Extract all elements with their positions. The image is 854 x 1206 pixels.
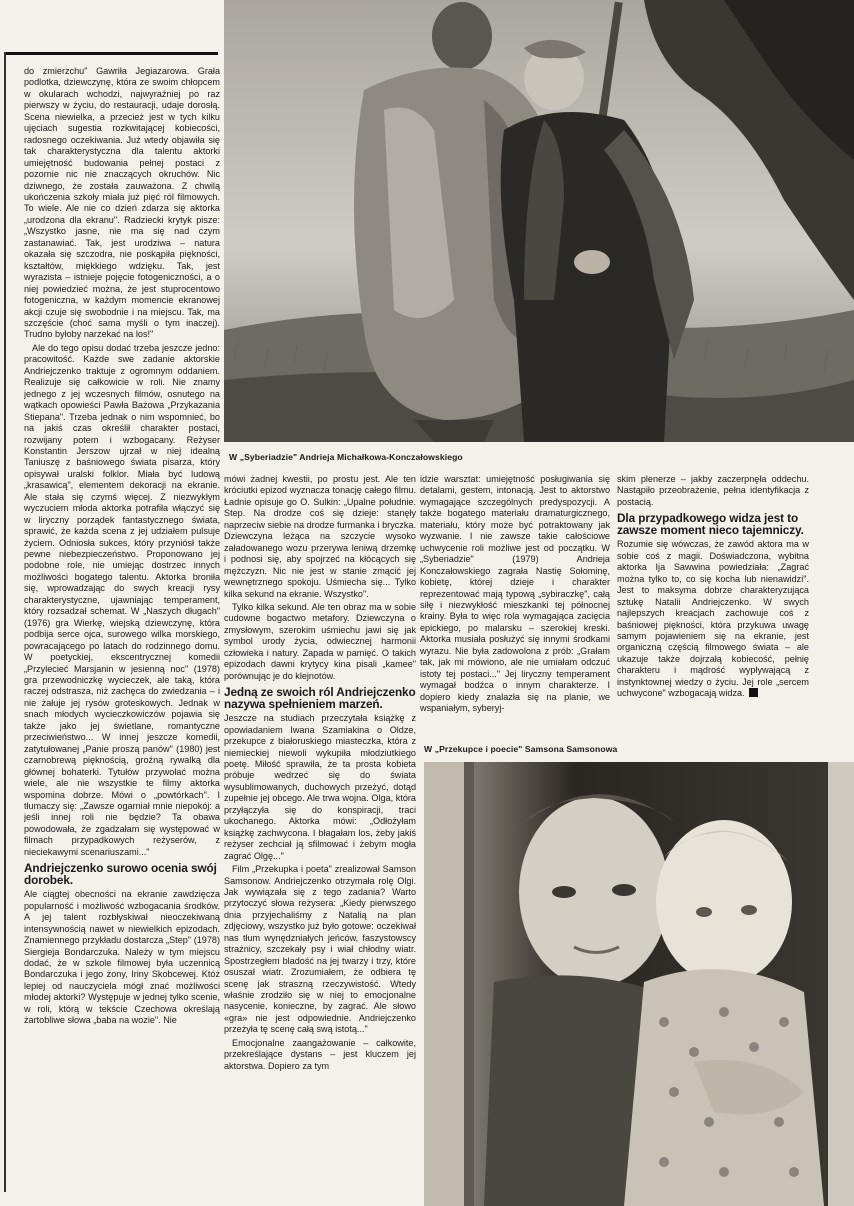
przekupka-photo-illustration [424, 762, 854, 1206]
syberiada-photo-illustration [224, 0, 854, 442]
column2-subheading: Jedną ze swoich ról Andriejczenko nazywa spełnieniem marzeń. [224, 685, 416, 711]
przekupka-caption: W „Przekupce i poecie" Samsona Samsonowa [424, 744, 618, 754]
end-of-article-square-icon [749, 688, 758, 697]
column4-paragraph-2 [617, 539, 809, 699]
column2-paragraph-4: Film „Przekupka i poeta" zrealizował Samson Samsonow. Andriejczenko otrzymała rolę Olgi. Jak wywiązała się z tego zadania? Warto przytoczyć słowa reżysera: „Kiedy pierwszego dnia przyjechaliśmy z Natalią na plan zdjęciowy, wszystko już było gotowe: oczekiwał nas tłum wynędzniałych jeńców, faszystowscy strażnicy, szczekały psy i wiał chłodny wiatr. Spostrzegłem bladość na jej twarzy i trzy, które osuszał wiatr. Zrozumiałem, że odbiera tę scenę jak straszną rzeczywistość. Wtedy właśnie zrodziło się w niej to emocjonalne nasycenie, konieczne, by zagrać. Ale słowo «gra» nie jest odpowiednie. Andriejczenko przeżyła tę scenę całą swą istotą..." [224, 864, 416, 1035]
przekupka-photo [424, 762, 854, 1206]
column1-paragraph-3: Ale ciągtej obecności na ekranie zawdzięcza popularność i możliwość wzbogacania środków. A jej talent rozbłyskiwał nieoczekiwaną intensywnością nawet w niewielkich epizodach. Znamiennego przykładu dostarcza „Step" (1978) Siergieja Bondarczuka. Należy w tym miejscu dodać, że w szkole filmowej była uczennicą Bondarczuka i jego żony, Iriny Skobcewej. Któż lepiej od nauczyciela mógł znać możliwości młodej aktorki? Występuje w jednej tylko scenie, w roli, którą w tekście Czechowa określają żartobliwe słowa „baba na wozie". Nie [24, 889, 220, 1026]
column4-paragraph-2-text: Rozumie się wówczas, że zawód aktora ma w sobie coś z magii. Doświadczona, wybitna aktorka Ija Sawwina powiedziała: „Zagrać można tylko to, co się kocha lub nienawidzi". Jest to maksyma dobrze charakteryzująca sztukę Natalii Andriejczenko. W swych najlepszych kreacjach zachowuje coś z baśniowej piękności, która przykuwa uwagę samym pojawieniem się na ekranie, jest organiczną częścią filmowego świata – ale ukazuje także dojrzałą kobiecość, pełnię charakteru i mądrość wypływającą z instynktownej wiedzy o życiu. Jej role „sercem uchwycone" wzbogacają widza. [617, 539, 809, 699]
column1-subheading: Andriejczenko surowo ocenia swój dorobek. [24, 861, 217, 887]
column2-paragraph-3: Jeszcze na studiach przeczytała książkę z opowiadaniem Iwana Szamiakina o Oldze, przekupce z białoruskiego miasteczka, która z niemieckiej niewoli wykupiła młodziutkiego poetę. Miłość sprawiła, że ta prosta kobieta próbuje wedrzeć się do świata wysublimowanych, duchowych przeżyć, dotąd zupełnie jej obcego. Ale trwa wojna. Olga, która przyłączyła się do konspiracji, traci ukochanego. Aktorka mówi: „Odłożyłam książkę zachwycona. I błagałam los, żeby jakiś reżyser zechciał ją sfilmować i żebym mogła zagrać Olgę..." [224, 713, 416, 861]
column2-paragraph-1: mówi żadnej kwestii, po prostu jest. Ale ten króciutki epizod wyznacza tonację całego filmu. Ładnie opisuje go O. Sulkin: „Upalne południe. Step. Na drodze coś się dzieje: stanęły naprzeciw siebie na drodze furmanka i bryczka. Dziewczyna leżąca na szczycie wysoko załadowanego wozu przerywa leniwą drzemkę i podnosi się, aby spojrzeć na kłócących się mężczyzn. Nic nie jest w stanie zmącić jej wewnętrznego spokoju. Uśmiecha się... Tylko kilka sekund na ekranie. Wszystko". [224, 474, 416, 599]
column1-paragraph-1: do zmierzchu" Gawriła Jegiazarowa. Grała podlotka, dziewczynę, która ze swoim chłopcem w okularach wchodzi, najwyraźniej po raz pierwszy w życiu, do restauracji, udaje dorosłą. Scena niewielka, a przecież jest w tych kilku ujęciach sugestia rozkwitającej kobiecości, radosnego oczekiwania. Już wtedy objawiła się tak charakterystyczna dla talentu aktorki umiejętność budowania pełnej postaci z pozornie nic nie znaczących okruchów. Nic dziwnego, że została zauważona. Z chwilą ukończenia szkoły miała już pięć ról filmowych. To wiele. Ale nie co dzień zdarza się aktorka „urodzona dla ekranu". Radziecki krytyk pisze: „Wszystko jasne, nie ma się nad czym zastanawiać. Tak, jest urodziwa – natura okazała się szczodra, nie poskąpiła piękności, kształtów, miękkiego wdzięku. Tak, jest wyrazista – istnieje pojęcie fotogeniczności, a o niej powiedzieć można, że jest stuprocentowo fotogeniczna, w każdym momencie ekranowej akcji czuje się swobodnie i na miejscu. Tak, ma szczęście (choć sama myśli o tym inaczej). Trudno byłoby narzekać na los!" [24, 66, 220, 340]
syberiada-photo [224, 0, 854, 442]
top-rule [4, 52, 218, 55]
column3-paragraph-1: idzie warsztat: umiejętność posługiwania się detalami, gestem, intonacją. Jest to aktorstwo wymagające szczególnych predyspozycji. A także bogatego materiału dramaturgicznego, materiału, który może być potraktowany jak wyzwanie. I nie zawsze takie całościowe uchwycenie roli możliwe jest od początku. W „Syberiadzie" (1979) Andrieja Konczałowskiego zagrała Nastię Sołominę, kobietę, której dzieje i charakter reprezentować mają typową „sybiraczkę", całą siłę i niezwykłość mieszkanki tej północnej krainy. Była to więc rola wymagająca zacięcia epickiego, po malarsku – szerokiej kreski. Aktorka musiała posłużyć się innymi środkami wyrazu. Nie była zadowolona z prób: „Grałam tak, jak mi mówiono, ale nie umiałam odczuć istoty tej postaci..." Jej liryczny temperament wymagał bodźca o innym charakterze. I dopiero kiedy znalazła się na planie, we wspaniałym, syberyj- [420, 474, 610, 714]
column4-subheading: Dla przypadkowego widza jest to zawsze moment nieco tajemniczy. [617, 511, 804, 537]
article-column-2 [224, 474, 416, 1190]
article-column-4 [617, 474, 809, 736]
article-column-3 [420, 474, 610, 756]
syberiada-caption: W „Syberiadzie" Andrieja Michałkowa-Konczałowskiego [229, 452, 463, 462]
column2-paragraph-5: Emocjonalne zaangażowanie – całkowite, przekreślające dystans – jest kluczem jej aktorstwa. Dopiero za tym [224, 1037, 416, 1071]
column1-paragraph-2: Ale do tego opisu dodać trzeba jeszcze jedno: pracowitość. Każde swe zadanie aktorskie Andriejczenko traktuje z ogromnym oddaniem. Realizuje się całkowicie w roli. Nie znamy jednego z jej wczesnych filmów, osnutego na wątkach opowieści Pawła Bażowa „Przykazania Stiepana". Trzeba jednak o nim wspomnieć, bo na jakiś czas określił charakter postaci, rozwijany potem i wzbogacany. Reżyser Konstantin Jerszow ujrzał w niej idealną Taniuszę z baśniowego świata pisarza, który opisywał uralski folklor. Miała być ludową „krasawicą", elementem dekoracji na ekranie. Ale stała się czymś więcej. Z niezwykłym wyczuciem młoda aktorka potrafiła włączyć się w liryczny porządek fantastycznego świata, sprawić, że każda scena z jej udziałem pulsuje życiem. Odniosła sukces, który przyniósł także pewne niebezpieczeństwo. Proponowano jej podobne role, nie umiejąc dostrzec innych możliwości bogatego talentu. Aktorka broniła się, wprowadzając do swych kreacji rysy charakterystyczne, ujawniając temperament, który rozsadzał schemat. W „Naszych długach" (1976) gra Wierkę, wiejską dziewczynę, która podbija serce ojca, surowego wilka morskiego, powracającego po latach do rodzinnego domu. W poetyckiej, ekscentrycznej komedii „Przylecieć Marsjanin w jesienną noc" (1978) gra przewodniczkę wycieczek, ale taką, która raczej odstrasza, niż zachęca do zwiedzania – i nie żałuje jej rysów groteskowych. Jednak w snach młodych wycieczkowiczów pojawia się także jako jej świetlane, romantyczne przeciwieństwo... W innej jeszcze komedii, zatytułowanej „Panie proszą panów" (1980) jest czarnobrewą pięknością, groźną rywalką dla głównej bohaterki. Tytułów przywołać można wiele, ale nie wszystkie te filmy aktorka wspomina dobrze. Mówi o „powtórkach". I tłumaczy się: „Zawsze ogarniał mnie niepokój: a jeśli innej roli nie będzie? Ta obawa powodowała, że zgadzałam się występować w filmach przypadkowych reżyserów, z nieciekawymi scenariuszami..." [24, 342, 220, 857]
column2-paragraph-2: Tylko kilka sekund. Ale ten obraz ma w sobie cudowne bogactwo metafory. Dziewczyna o zmysłowym, szerokim uśmiechu jawi się jak symbol urody życia, odwiecznej harmonii człowieka i natury. Zapada w pamięć. O takich epizodach dawni krytycy kina pisali „kamee" porównując je do klejnotów. [224, 601, 416, 681]
column4-paragraph-1: skim plenerze – jakby zaczerpnęła oddechu. Nastąpiło przeobrażenie, pełna identyfikacja z postacią. [617, 474, 809, 507]
left-border-line [4, 52, 6, 1192]
article-column-1 [24, 66, 220, 1188]
